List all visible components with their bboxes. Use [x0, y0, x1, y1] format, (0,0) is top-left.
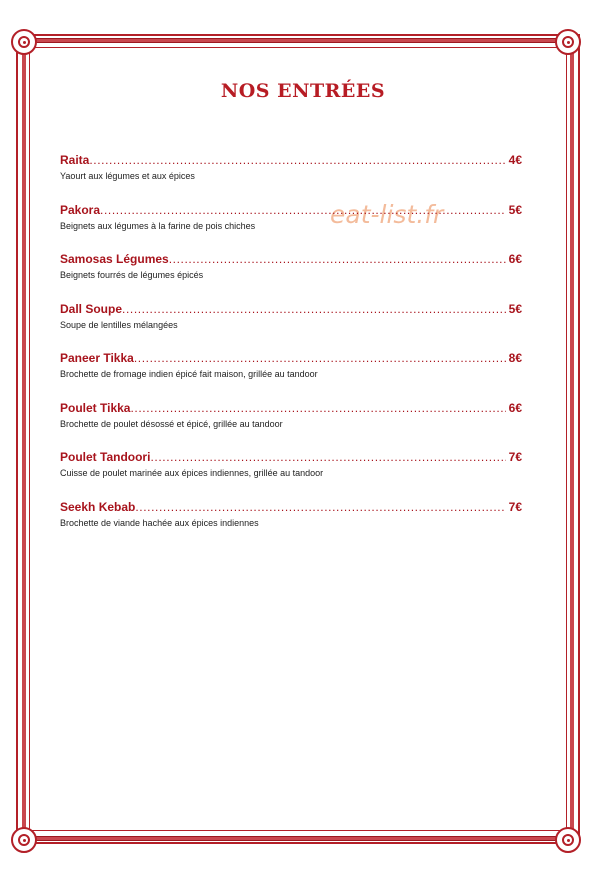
item-price: 7€ [508, 499, 522, 514]
item-price: 6€ [508, 252, 522, 266]
item-price: 8€ [508, 351, 522, 365]
item-name: Raita [60, 153, 90, 167]
menu-item [60, 450, 522, 500]
menu-item [60, 153, 522, 203]
item-name: Paneer Tikka [60, 351, 134, 365]
item-price: 5€ [508, 202, 522, 217]
menu-item [60, 500, 522, 550]
menu-item [60, 302, 522, 352]
menu-item [60, 401, 522, 451]
item-description: Beignets aux légumes à la farine de pois chiches [60, 220, 256, 231]
border-rule-left [22, 46, 26, 832]
border-bar-top [36, 38, 560, 43]
corner-ornament-top-right [555, 29, 581, 55]
border-bar-bottom [36, 836, 560, 841]
item-name: Samosas Légumes [60, 252, 169, 266]
dot-leader [169, 252, 506, 266]
item-price: 6€ [508, 400, 522, 415]
corner-ornament-top-left [11, 29, 37, 55]
item-description: Yaourt aux légumes et aux épices [60, 171, 195, 181]
menu-list [60, 153, 522, 549]
dot-leader [100, 203, 506, 217]
watermark: eat-list.fr [330, 200, 444, 229]
menu-item [60, 252, 522, 302]
item-description: Soupe de lentilles mélangées [60, 319, 178, 330]
menu-item [60, 203, 522, 253]
item-description: Brochette de poulet désossé et épicé, grillée au tandoor [60, 418, 283, 429]
dot-leader [122, 302, 506, 316]
item-name: Pakora [60, 202, 101, 217]
item-price: 4€ [508, 153, 522, 167]
menu-title: NOS ENTRÉES [220, 80, 386, 102]
item-name: Poulet Tandoori [60, 450, 151, 464]
item-description: Brochette de viande hachée aux épices indiennes [60, 517, 259, 528]
dot-leader [134, 351, 506, 365]
corner-ornament-bottom-left [11, 827, 37, 853]
item-description: Brochette de fromage indien épicé fait maison, grillée au tandoor [60, 369, 318, 379]
corner-ornament-bottom-right [555, 827, 581, 853]
item-price: 5€ [508, 301, 522, 316]
dot-leader [130, 401, 505, 415]
item-name: Poulet Tikka [60, 400, 131, 415]
dot-leader [89, 153, 505, 167]
item-name: Seekh Kebab [60, 499, 136, 514]
item-price: 7€ [508, 450, 522, 464]
item-name: Dall Soupe [60, 301, 123, 316]
item-description: Cuisse de poulet marinée aux épices indiennes, grillée au tandoor [60, 468, 324, 478]
border-rule-right [570, 46, 574, 832]
item-description: Beignets fourrés de légumes épicés [60, 270, 204, 280]
menu-item [60, 351, 522, 401]
dot-leader [150, 450, 505, 464]
dot-leader [135, 500, 505, 514]
